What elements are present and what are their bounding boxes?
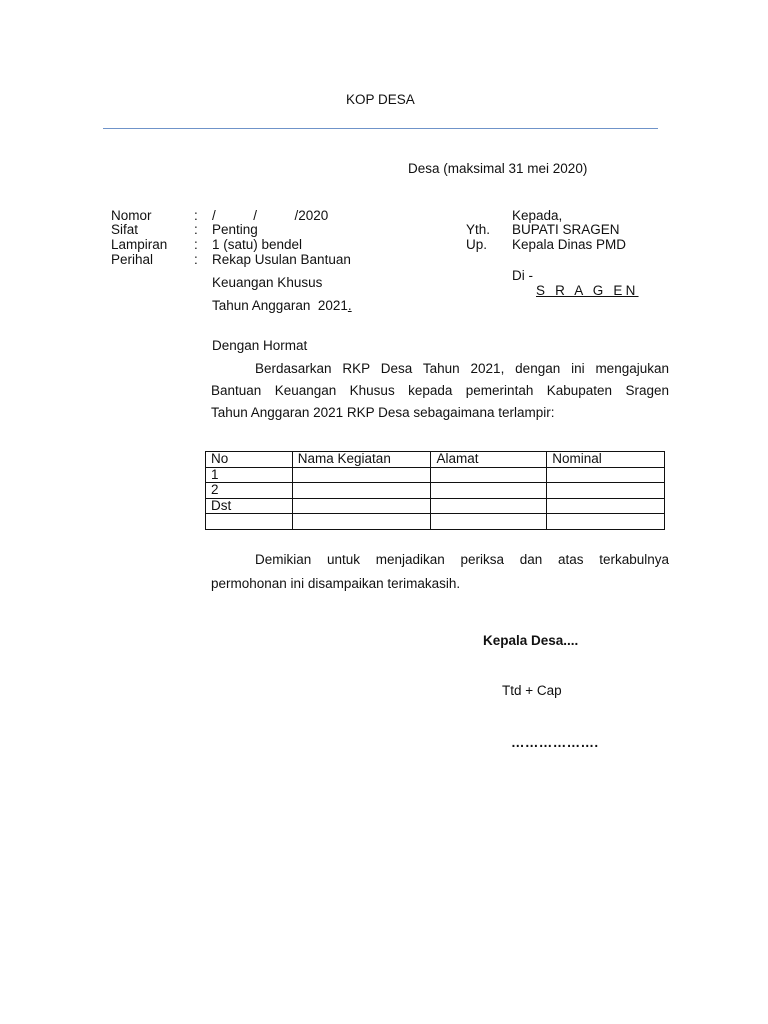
table-cell xyxy=(547,498,665,514)
table-row xyxy=(206,467,665,483)
subject-period: . xyxy=(347,298,352,313)
closing-text-1: Demikian untuk menjadikan periksa dan atas terkabulnya xyxy=(255,552,669,567)
table-header-nama-kegiatan: Nama Kegiatan xyxy=(292,452,431,468)
table-header-alamat: Alamat xyxy=(431,452,547,468)
table-cell xyxy=(292,467,431,483)
meta-sep: : xyxy=(194,237,198,252)
body-line-1 xyxy=(211,361,669,376)
closing-line-2: permohonan ini disampaikan terimakasih. xyxy=(211,576,461,591)
body-line-3: Tahun Anggaran 2021 RKP Desa sebagaimana terlampir: xyxy=(211,405,555,420)
table-cell: Dst xyxy=(206,498,293,514)
table-cell xyxy=(547,514,665,530)
signature-stamp-note: Ttd + Cap xyxy=(502,683,562,698)
recipient-yth-label: Yth. xyxy=(466,222,491,237)
table-cell xyxy=(292,483,431,499)
table-cell xyxy=(547,483,665,499)
table-cell xyxy=(547,467,665,483)
body-line-2: Bantuan Keuangan Khusus kepada pemerintah Kabupaten Sragen xyxy=(211,383,669,398)
table-cell xyxy=(292,514,431,530)
meta-label-sifat: Sifat xyxy=(111,222,139,237)
table-cell xyxy=(292,498,431,514)
meta-value-sifat: Penting xyxy=(212,222,258,237)
closing-line-1 xyxy=(211,552,669,567)
table-cell xyxy=(206,514,293,530)
table-header-row xyxy=(206,452,665,468)
table-cell xyxy=(431,514,547,530)
meta-sep: : xyxy=(194,222,198,237)
place-date: Desa (maksimal 31 mei 2020) xyxy=(408,161,588,176)
table-row xyxy=(206,498,665,514)
meta-label-lampiran: Lampiran xyxy=(111,237,168,252)
meta-value-nomor: / / /2020 xyxy=(212,208,329,223)
table-cell xyxy=(431,498,547,514)
recipient-di: Di - xyxy=(512,268,533,283)
table-cell: 1 xyxy=(206,467,293,483)
meta-label-perihal: Perihal xyxy=(111,252,154,267)
body-text-1: Berdasarkan RKP Desa Tahun 2021, dengan ini mengajukan xyxy=(255,361,669,376)
letterhead-title: KOP DESA xyxy=(346,92,415,107)
meta-value-perihal: Rekap Usulan Bantuan xyxy=(212,252,351,267)
meta-sep: : xyxy=(194,208,198,223)
meta-value-lampiran: 1 (satu) bendel xyxy=(212,237,303,252)
meta-label-nomor: Nomor xyxy=(111,208,152,223)
recipient-kepada: Kepada, xyxy=(512,208,563,223)
signature-title: Kepala Desa.... xyxy=(483,633,579,648)
salutation: Dengan Hormat xyxy=(212,338,308,353)
recipient-up-value: Kepala Dinas PMD xyxy=(512,237,627,252)
letterhead-divider xyxy=(103,128,658,129)
meta-sep: : xyxy=(194,252,198,267)
table-header-no: No xyxy=(206,452,293,468)
table-cell xyxy=(431,483,547,499)
signature-name-placeholder: ………………. xyxy=(511,735,599,750)
subject-year: Tahun Anggaran 2021 xyxy=(212,298,348,313)
activity-table xyxy=(205,451,665,530)
table-header-nominal: Nominal xyxy=(547,452,665,468)
table-cell xyxy=(431,467,547,483)
subject-continuation-2 xyxy=(212,298,352,313)
recipient-up-label: Up. xyxy=(466,237,488,252)
table-cell: 2 xyxy=(206,483,293,499)
recipient-yth-value: BUPATI SRAGEN xyxy=(512,222,620,237)
recipient-city: S R A G EN xyxy=(536,283,639,298)
table-row xyxy=(206,483,665,499)
table-row xyxy=(206,514,665,530)
subject-continuation-1: Keuangan Khusus xyxy=(212,275,323,290)
